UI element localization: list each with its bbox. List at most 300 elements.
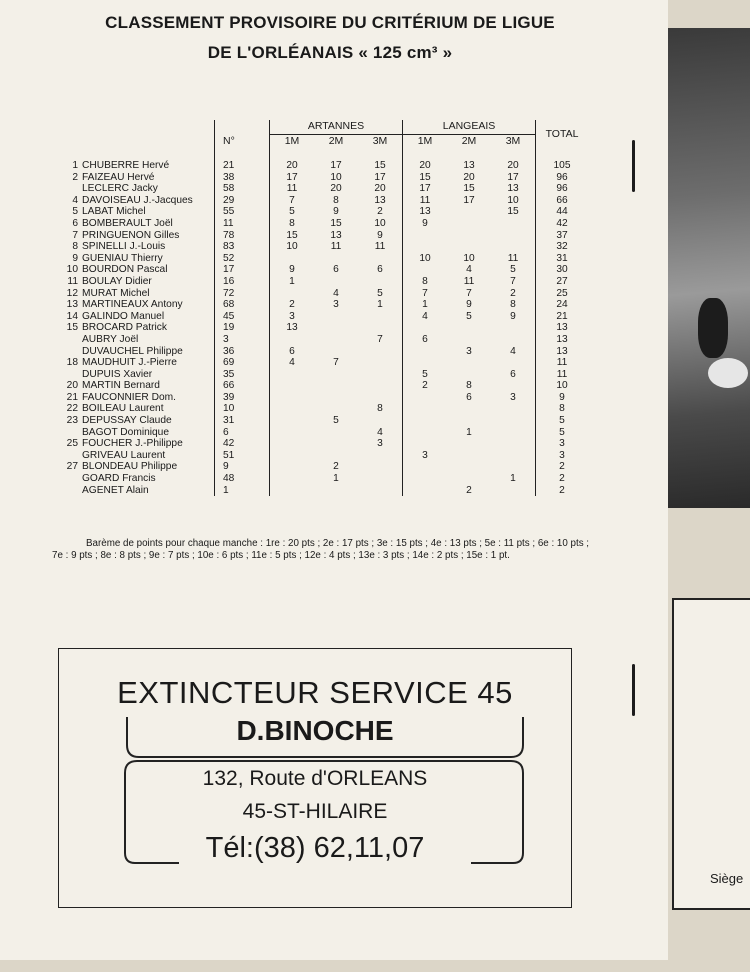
cell-a3: 4	[377, 426, 383, 438]
cell-num: 21	[215, 149, 270, 172]
cell-name: FOUCHER J.-Philippe	[82, 438, 183, 450]
cell-a2: 7	[333, 357, 339, 369]
cell-total: 5	[536, 415, 589, 427]
cell-l3: 7	[510, 275, 516, 287]
cell-a1: 8	[270, 218, 315, 230]
cell-a1: 15	[270, 230, 315, 242]
ranking-body	[60, 149, 588, 496]
cell-l3: 2	[510, 287, 516, 299]
cell-a2	[314, 403, 358, 415]
cell-l1: 4	[403, 311, 448, 323]
cell-a2: 6	[333, 264, 339, 276]
cell-l3: 20	[507, 160, 519, 171]
cell-total: 31	[536, 253, 589, 265]
cell-a3: 1	[377, 299, 383, 311]
cell-pos: 1	[72, 160, 78, 171]
cell-l2: 13	[463, 160, 475, 171]
cell-l2: 4	[466, 264, 472, 276]
cell-a1	[270, 427, 315, 439]
cell-num: 9	[215, 461, 270, 473]
cell-l3	[491, 334, 536, 346]
cell-a2	[314, 276, 358, 288]
cell-l3: 15	[507, 206, 519, 218]
cell-a2: 5	[333, 415, 339, 427]
cell-pos: 14	[66, 310, 78, 322]
cell-name: GUENIAU Thierry	[82, 252, 163, 264]
table-row	[60, 380, 588, 392]
cell-a3	[358, 461, 403, 473]
cell-a3: 20	[374, 183, 386, 195]
cell-pos: 18	[66, 357, 78, 369]
artannes-3m-header: 3M	[358, 135, 403, 150]
cell-num: 38	[215, 172, 270, 184]
cell-pos	[60, 427, 82, 439]
cell-pos: 7	[72, 229, 78, 241]
cell-a2: 10	[330, 171, 342, 183]
cell-name: AUBRY Joël	[82, 333, 139, 345]
staple-top	[632, 140, 635, 192]
cell-num: 69	[215, 357, 270, 369]
cell-num: 42	[215, 438, 270, 450]
cell-l1	[403, 415, 448, 427]
cell-pos	[60, 369, 82, 381]
cell-pos: 10	[66, 264, 78, 276]
table-row	[60, 334, 588, 346]
table-row	[60, 195, 588, 207]
cell-l3: 10	[507, 194, 519, 206]
table-row	[60, 346, 588, 358]
cell-a1: 7	[270, 195, 315, 207]
cell-pos	[60, 334, 82, 346]
cell-l3	[491, 218, 536, 230]
cell-a3: 6	[377, 264, 383, 276]
cell-a1: 1	[270, 276, 315, 288]
cell-pos	[60, 485, 82, 497]
ad-company: EXTINCTEUR SERVICE 45	[117, 675, 513, 710]
cell-a1	[270, 438, 315, 450]
advertisement	[58, 648, 572, 908]
cell-a2	[314, 450, 358, 462]
cell-l2: 5	[466, 310, 472, 322]
cell-a1: 13	[270, 322, 315, 334]
cell-l3	[491, 461, 536, 473]
cell-l2	[447, 334, 491, 346]
cell-total: 44	[536, 206, 589, 218]
cell-total: 66	[536, 195, 589, 207]
cell-l1: 7	[403, 288, 448, 300]
cell-l3	[491, 380, 536, 392]
cell-l1: 13	[403, 206, 448, 218]
num-header: N°	[215, 135, 270, 150]
cell-total: 10	[536, 380, 589, 392]
cell-l2	[447, 438, 491, 450]
cell-total: 42	[536, 218, 589, 230]
cell-a2	[314, 438, 358, 450]
table-row	[60, 427, 588, 439]
cell-total: 27	[536, 276, 589, 288]
cell-total: 3	[536, 438, 589, 450]
cell-total: 3	[536, 450, 589, 462]
cell-l3: 6	[510, 368, 516, 380]
cell-total: 96	[536, 183, 589, 195]
cell-a2	[314, 253, 358, 265]
cell-a2	[314, 322, 358, 334]
cell-l1	[403, 357, 448, 369]
cell-name: DEPUSSAY Claude	[82, 415, 172, 427]
cell-name: LABAT Michel	[82, 206, 146, 218]
table-row	[60, 473, 588, 485]
cell-a3	[358, 392, 403, 404]
cell-l1	[403, 241, 448, 253]
table-row	[60, 241, 588, 253]
cell-a1	[270, 450, 315, 462]
cell-a2	[314, 392, 358, 404]
cell-l2: 20	[463, 171, 475, 183]
table-row	[60, 392, 588, 404]
cell-l1	[403, 346, 448, 358]
points-scale-note: Barème de points pour chaque manche : 1re : 20 pts ; 2e : 17 pts ; 3e : 15 pts ; 4e : 13 pts ; 5e : 11 pts ; 6e : 10 pts ; 7e : 9 pts ; 8e : 8 pts ; 9e : 7 pts ; 10e : 6 pts ; 11e : 5 pts ; 12e : 4 pts ; 13e : 3 pts ; 14e : 2 pts ; 15e : 1 pt.	[52, 538, 590, 562]
cell-l3	[491, 241, 536, 253]
cell-pos: 21	[66, 391, 78, 403]
cell-num: 17	[215, 264, 270, 276]
cell-a1	[270, 380, 315, 392]
cell-l1: 9	[403, 218, 448, 230]
cell-a3	[358, 415, 403, 427]
cell-num: 39	[215, 392, 270, 404]
cell-pos: 11	[67, 275, 78, 287]
adjacent-page-photo	[668, 28, 750, 508]
cell-name: BOMBERAULT Joël	[82, 217, 173, 229]
cell-a1	[270, 415, 315, 427]
cell-l1: 17	[403, 183, 448, 195]
cell-a2: 13	[330, 229, 342, 241]
table-row	[60, 206, 588, 218]
table-row	[60, 357, 588, 369]
cell-total: 8	[536, 403, 589, 415]
cell-num: 3	[215, 334, 270, 346]
table-row	[60, 438, 588, 450]
cell-a2	[314, 427, 358, 439]
table-row	[60, 183, 588, 195]
cell-pos: 15	[66, 322, 78, 334]
cell-l3: 5	[510, 264, 516, 276]
cell-l3	[491, 322, 536, 334]
cell-num: 31	[215, 415, 270, 427]
cell-name: FAIZEAU Hervé	[82, 171, 155, 183]
cell-l1	[403, 264, 448, 276]
cell-total: 13	[536, 334, 589, 346]
cell-total: 30	[536, 264, 589, 276]
cell-a1: 11	[270, 183, 315, 195]
cell-pos: 27	[66, 461, 78, 473]
table-row	[60, 218, 588, 230]
cell-l3: 8	[510, 299, 516, 311]
table-row	[60, 299, 588, 311]
cell-name: BOURDON Pascal	[82, 264, 168, 276]
cell-pos: 20	[66, 380, 78, 392]
cell-pos: 8	[72, 241, 78, 253]
cell-l2	[447, 241, 491, 253]
staple-bottom	[632, 664, 635, 716]
cell-pos	[60, 450, 82, 462]
cell-l1: 8	[403, 276, 448, 288]
cell-l1	[403, 461, 448, 473]
cell-num: 66	[215, 380, 270, 392]
cell-pos: 12	[66, 287, 78, 299]
table-row	[60, 322, 588, 334]
page-title	[60, 8, 600, 68]
cell-a2: 11	[330, 241, 342, 253]
cell-a1	[270, 485, 315, 497]
cell-total: 2	[536, 461, 589, 473]
cell-l3	[491, 230, 536, 242]
cell-name: BAGOT Dominique	[82, 426, 170, 438]
cell-l2	[447, 369, 491, 381]
cell-total: 25	[536, 288, 589, 300]
cell-pos	[60, 183, 82, 195]
cell-a3: 7	[377, 333, 383, 345]
cell-l2: 1	[466, 426, 472, 438]
cell-total: 11	[536, 369, 589, 381]
cell-a3	[358, 322, 403, 334]
cell-l2	[447, 450, 491, 462]
cell-l2	[447, 357, 491, 369]
cell-a2: 15	[330, 217, 342, 229]
cell-l1	[403, 427, 448, 439]
cell-a3: 15	[374, 160, 386, 171]
cell-l3: 9	[510, 310, 516, 322]
langeais-3m-header: 3M	[491, 135, 536, 150]
cell-total: 5	[536, 427, 589, 439]
title-line-1: CLASSEMENT PROVISOIRE DU CRITÉRIUM DE LIGUE	[105, 13, 555, 32]
cell-l2: 8	[466, 380, 472, 392]
num-header-top	[215, 120, 270, 135]
cell-l2	[447, 206, 491, 218]
cell-name: BLONDEAU Philippe	[82, 461, 178, 473]
cell-total: 2	[536, 485, 589, 497]
cell-l1: 6	[403, 334, 448, 346]
cell-l1	[403, 438, 448, 450]
cell-a2	[314, 334, 358, 346]
cell-num: 55	[215, 206, 270, 218]
cell-name: LECLERC Jacky	[82, 183, 158, 195]
ad-owner: D.BINOCHE	[236, 715, 394, 746]
cell-a3: 3	[377, 438, 383, 450]
cell-l2: 17	[463, 194, 475, 206]
cell-l1: 3	[403, 450, 448, 462]
adjacent-page-label: Siège	[710, 871, 744, 886]
cell-total: 13	[536, 322, 589, 334]
cell-l2: 3	[466, 345, 472, 357]
cell-total: 37	[536, 230, 589, 242]
cell-a2: 20	[330, 183, 342, 195]
cell-num: 16	[215, 276, 270, 288]
cell-pos: 23	[66, 415, 78, 427]
cell-a1: 5	[270, 206, 315, 218]
cell-l2: 6	[466, 391, 472, 403]
langeais-1m-header: 1M	[403, 135, 448, 150]
cell-a3: 8	[377, 403, 383, 415]
table-row	[60, 172, 588, 184]
cell-num: 35	[215, 369, 270, 381]
cell-name: SPINELLI J.-Louis	[82, 241, 166, 253]
cell-l3: 13	[507, 183, 519, 195]
cell-l2: 7	[466, 287, 472, 299]
cell-a2: 1	[333, 473, 339, 485]
table-row	[60, 149, 588, 172]
cell-l1	[403, 485, 448, 497]
cell-l2: 15	[463, 183, 475, 195]
cell-pos: 13	[66, 299, 78, 311]
cell-a1	[270, 334, 315, 346]
cell-total: 21	[536, 311, 589, 323]
cell-l1: 20	[403, 149, 448, 172]
table-row	[60, 276, 588, 288]
cell-l2: 11	[463, 275, 475, 287]
cell-l3	[491, 438, 536, 450]
cell-a1: 2	[270, 299, 315, 311]
cell-a3	[358, 485, 403, 497]
cell-pos: 9	[72, 252, 78, 264]
cell-l3: 11	[507, 252, 519, 264]
cell-name: GOARD Francis	[82, 473, 156, 485]
cell-a2	[314, 311, 358, 323]
cell-a3: 5	[377, 287, 383, 299]
cell-total: 105	[536, 149, 589, 172]
total-header: TOTAL	[536, 120, 589, 149]
cell-l1: 1	[403, 299, 448, 311]
cell-a1: 17	[270, 172, 315, 184]
cell-a1	[270, 369, 315, 381]
table-row	[60, 403, 588, 415]
cell-a1: 20	[270, 149, 315, 172]
cell-a3	[358, 357, 403, 369]
cell-num: 72	[215, 288, 270, 300]
cell-a1	[270, 253, 315, 265]
cell-a3: 17	[374, 171, 386, 183]
cell-a3: 13	[374, 194, 386, 206]
cell-a1	[270, 392, 315, 404]
cell-num: 52	[215, 253, 270, 265]
cell-name: CHUBERRE Hervé	[82, 160, 170, 171]
cell-total: 32	[536, 241, 589, 253]
cell-name: PRINGUENON Gilles	[82, 229, 180, 241]
cell-name: BROCARD Patrick	[82, 322, 167, 334]
cell-a3: 11	[374, 241, 386, 253]
cell-a3	[358, 346, 403, 358]
table-row	[60, 485, 588, 497]
cell-a1	[270, 473, 315, 485]
artannes-1m-header: 1M	[270, 135, 315, 150]
cell-a1: 9	[270, 264, 315, 276]
cell-l1: 10	[403, 253, 448, 265]
cell-name: DUVAUCHEL Philippe	[82, 345, 183, 357]
cell-l2	[447, 415, 491, 427]
cell-a1	[270, 461, 315, 473]
cell-l3	[491, 485, 536, 497]
table-row	[60, 253, 588, 265]
cell-a3	[358, 450, 403, 462]
cell-pos: 25	[66, 438, 78, 450]
ad-address: 132, Route d'ORLEANS	[202, 767, 428, 790]
cell-name: MARTINEAUX Antony	[82, 299, 183, 311]
cell-a3: 2	[377, 206, 383, 218]
cell-num: 1	[215, 485, 270, 497]
cell-l3	[491, 403, 536, 415]
cell-num: 19	[215, 322, 270, 334]
title-line-2: DE L'ORLÉANAIS « 125 cm³ »	[207, 43, 453, 62]
cell-l2	[447, 322, 491, 334]
cell-l1: 2	[403, 380, 448, 392]
cell-total: 9	[536, 392, 589, 404]
cell-l1: 5	[403, 369, 448, 381]
cell-l3: 1	[510, 473, 516, 485]
cell-num: 51	[215, 450, 270, 462]
cell-num: 6	[215, 427, 270, 439]
cell-name: DUPUIS Xavier	[82, 368, 153, 380]
cell-pos: 6	[72, 217, 78, 229]
cell-l3: 4	[510, 345, 516, 357]
cell-a2	[314, 346, 358, 358]
cell-l1	[403, 403, 448, 415]
cell-name: DAVOISEAU J.-Jacques	[82, 194, 193, 206]
cell-l2: 9	[466, 299, 472, 311]
cell-a3	[358, 276, 403, 288]
cell-name: GRIVEAU Laurent	[82, 449, 166, 461]
cell-a2: 9	[333, 206, 339, 218]
cell-l1	[403, 392, 448, 404]
cell-name: BOULAY Didier	[82, 275, 152, 287]
cell-a3	[358, 380, 403, 392]
cell-num: 36	[215, 346, 270, 358]
cell-a2	[314, 380, 358, 392]
cell-a3	[358, 253, 403, 265]
cell-pos: 2	[72, 171, 78, 183]
cell-l2: 10	[463, 252, 475, 264]
cell-l1	[403, 322, 448, 334]
cell-num: 68	[215, 299, 270, 311]
table-row	[60, 230, 588, 242]
cell-pos: 4	[72, 194, 78, 206]
cell-a1: 3	[270, 311, 315, 323]
table-row	[60, 369, 588, 381]
cell-l1: 15	[403, 172, 448, 184]
artannes-2m-header: 2M	[314, 135, 358, 150]
cell-a3	[358, 311, 403, 323]
cell-l2	[447, 461, 491, 473]
cell-l2	[447, 230, 491, 242]
table-row	[60, 311, 588, 323]
cell-num: 45	[215, 311, 270, 323]
cell-a1	[270, 403, 315, 415]
cell-a3	[358, 473, 403, 485]
cell-total: 13	[536, 346, 589, 358]
cell-a2: 8	[333, 194, 339, 206]
cell-pos	[60, 346, 82, 358]
cell-l1	[403, 473, 448, 485]
cell-name: BOILEAU Laurent	[82, 403, 164, 415]
cell-a2: 2	[333, 461, 339, 473]
cell-total: 2	[536, 473, 589, 485]
cell-l2	[447, 403, 491, 415]
cell-a3: 10	[374, 217, 386, 229]
cell-total: 24	[536, 299, 589, 311]
table-row	[60, 288, 588, 300]
cell-l1: 11	[403, 195, 448, 207]
cell-name: MURAT Michel	[82, 287, 150, 299]
cell-num: 83	[215, 241, 270, 253]
cell-a2: 4	[333, 287, 339, 299]
